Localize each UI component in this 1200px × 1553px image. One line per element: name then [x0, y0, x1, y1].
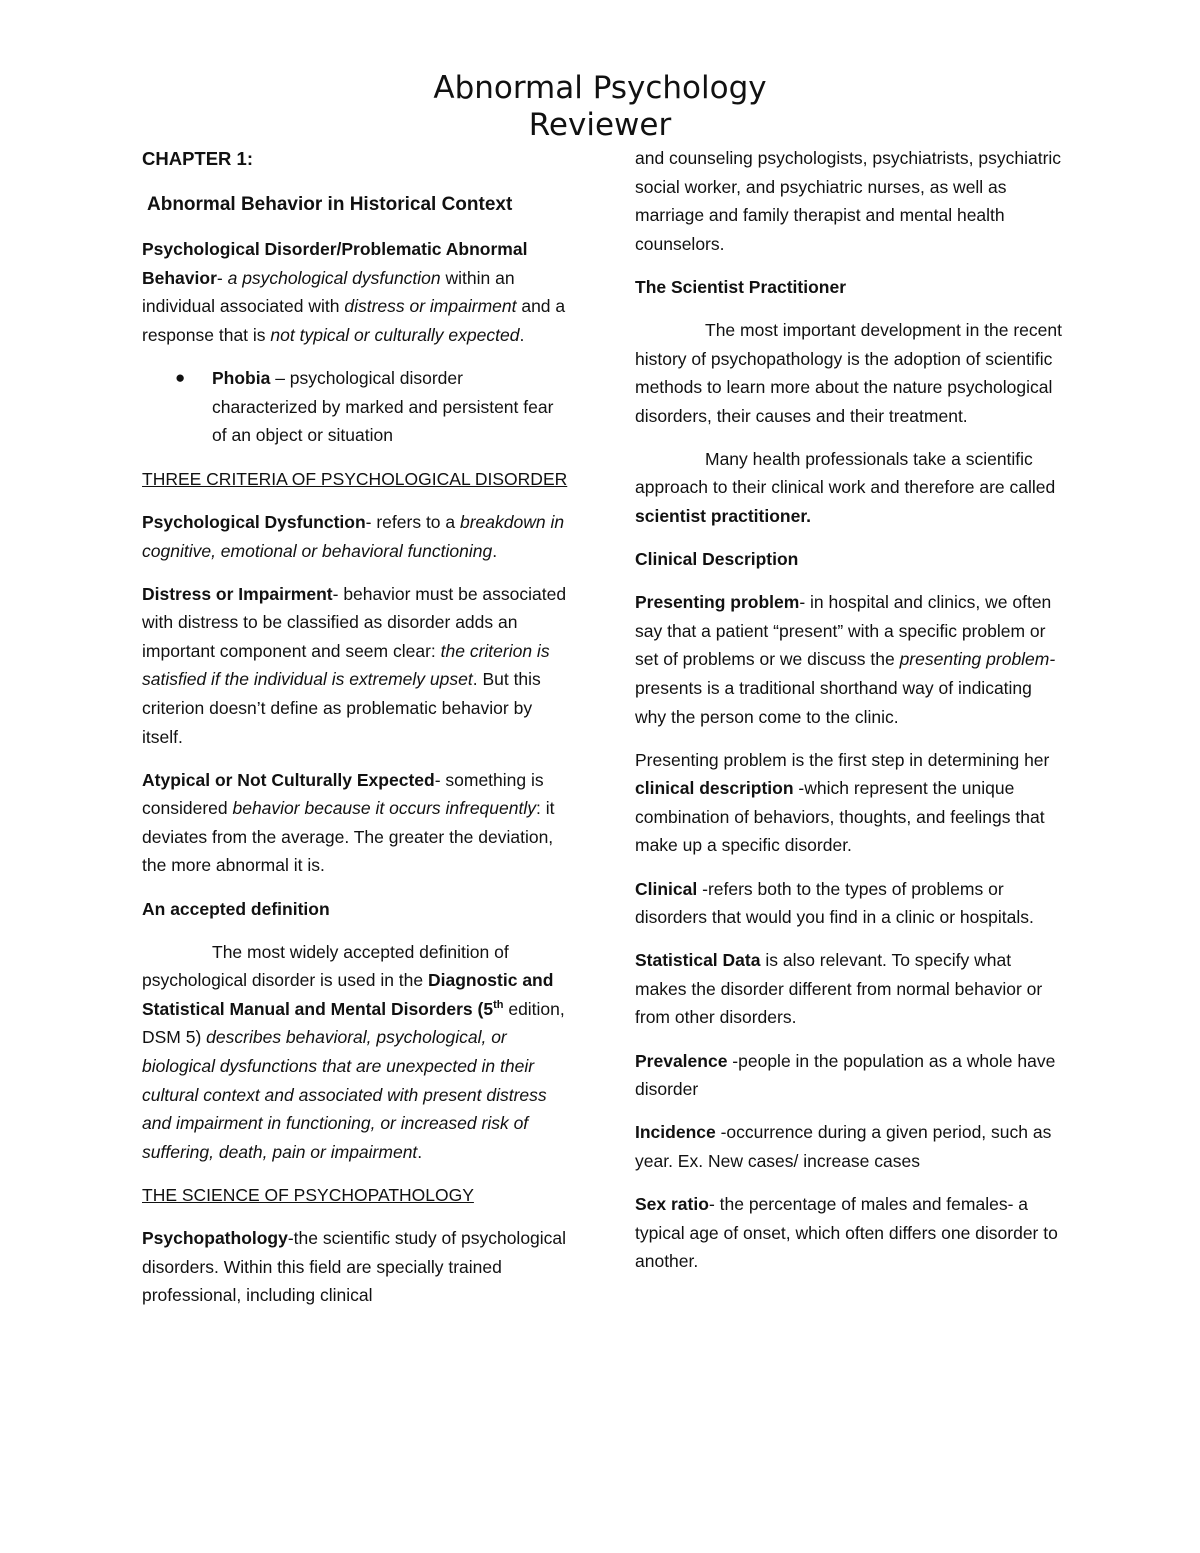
text-span: Many health professionals take a scientific approach to their clinical work and therefore are called: [635, 448, 1056, 498]
italic-span: breakdown in cognitive, emotional or behavioral functioning: [142, 511, 565, 561]
dysfunction-paragraph: [142, 508, 570, 565]
statistical-data-term: Statistical Data: [635, 950, 761, 971]
text-span: -people in the population as a whole have disorder: [635, 1050, 1056, 1100]
text-span: within an individual associated with: [142, 267, 515, 317]
text-span: . But this criterion doesn’t define as problematic behavior by itself.: [142, 669, 541, 747]
text-span: : it deviates from the average. The greater the deviation, the more abnormal it is.: [142, 798, 555, 876]
science-heading: THE SCIENCE OF PSYCHOPATHOLOGY: [142, 1184, 474, 1205]
bold-span: scientist practitioner.: [635, 506, 812, 527]
superscript: th: [493, 999, 504, 1012]
dysfunction-term: Psychological Dysfunction: [142, 511, 366, 532]
atypical-term: Atypical or Not Culturally Expected: [142, 769, 435, 790]
continued-paragraph: and counseling psychologists, psychiatrists, psychiatric social worker, and psychiatric nurses, as well as marriage and family therapist and mental health counselors.: [635, 148, 1062, 254]
text-span: - in hospital and clinics, we often say that a patient “present” with a specific problem or set of problems or we discuss the: [635, 592, 1052, 670]
psychopathology-term: Psychopathology: [142, 1228, 288, 1248]
clinical-paragraph: [635, 875, 1065, 932]
text-span: edition, DSM 5): [142, 998, 565, 1048]
bullet-term: Phobia: [212, 368, 271, 389]
accepted-paragraph: [142, 938, 570, 1167]
sex-ratio-paragraph: [635, 1190, 1065, 1276]
text-span: - behavior must be associated with distress to be classified as disorder adds an important component and seem clear:: [142, 583, 567, 661]
text-span: -occurrence during a given period, such as year. Ex. New cases/ increase cases: [635, 1122, 1052, 1171]
text-span: (5: [477, 998, 494, 1019]
presenting-problem-paragraph-2: [635, 746, 1065, 860]
italic-span: not typical or culturally expected: [270, 324, 520, 345]
italic-span: describes behavioral, psychological, or biological dysfunctions that are unexpected in their cultural context and associated with present distress and impairment in functioning, or increased risk of suffering, death, pain or impairment: [142, 1027, 547, 1162]
bullet-icon: ●: [175, 368, 186, 388]
statistical-data-paragraph: [635, 946, 1065, 1032]
title-line-1: Abnormal Psychology: [433, 70, 767, 106]
text-span: and a response that is: [142, 296, 566, 345]
atypical-paragraph: [142, 766, 570, 880]
text-span: .: [519, 324, 525, 345]
bullet-item-phobia: [142, 364, 570, 450]
text-span: -: [216, 267, 228, 288]
chapter-label: CHAPTER 1:: [142, 148, 254, 169]
bullet-text: – psychological disorder characterized by marked and persistent fear of an object or situation: [212, 368, 554, 446]
document-title: [0, 70, 1200, 144]
text-span: - something is considered: [142, 769, 544, 819]
distress-paragraph: [142, 580, 570, 752]
text-span: presents is a traditional shorthand way of indicating why the person come to the clinic.: [635, 678, 1032, 727]
sex-ratio-term: Sex ratio: [635, 1193, 709, 1214]
heading-text: The Scientist Practitioner: [635, 276, 847, 297]
sp-paragraph-2: [635, 445, 1065, 531]
prevalence-paragraph: [635, 1047, 1065, 1104]
definition-paragraph: [142, 235, 570, 349]
heading-text: Clinical Description: [635, 549, 799, 570]
italic-span: presenting problem-: [899, 649, 1056, 670]
text-span: The most widely accepted definition of psychological disorder is used in the: [142, 941, 509, 991]
distress-term: Distress or Impairment: [142, 583, 333, 604]
bold-span: clinical description: [635, 778, 794, 799]
text-span: .: [417, 1141, 423, 1162]
left-column: [142, 145, 570, 1324]
text-span: -refers both to the types of problems or disorders that would you find in a clinic or hospitals.: [635, 878, 1034, 928]
incidence-paragraph: [635, 1118, 1065, 1175]
dsm-title: Diagnostic and Statistical Manual and Mental Disorders: [142, 970, 554, 1019]
italic-span: a psychological dysfunction: [227, 267, 441, 288]
prevalence-term: Prevalence: [635, 1050, 728, 1071]
chapter-title: Abnormal Behavior in Historical Context: [147, 193, 513, 215]
incidence-term: Incidence: [635, 1122, 716, 1143]
psychopathology-paragraph: [142, 1224, 570, 1310]
text-span: Presenting problem is the first step in determining her: [635, 749, 1050, 770]
accepted-heading: [142, 895, 570, 924]
title-line-2: Reviewer: [528, 107, 672, 143]
clinical-description-heading: [635, 545, 1065, 574]
accepted-heading-text: An accepted definition: [142, 898, 330, 919]
text-span: - the percentage of males and females- a typical age of onset, which often differs one disorder to another.: [635, 1193, 1058, 1272]
scientist-practitioner-heading: [635, 273, 1065, 302]
italic-span: distress or impairment: [344, 296, 517, 317]
italic-span: behavior because it occurs infrequently: [232, 798, 536, 819]
text-span: -which represent the unique combination of behaviors, thoughts, and feelings that make up a specific disorder.: [635, 778, 1045, 856]
presenting-problem-paragraph: [635, 588, 1065, 731]
text-span: .: [492, 540, 498, 561]
text-span: -the scientific study of psychological disorders. Within this field are specially trained professional, including clinical: [142, 1228, 567, 1306]
criteria-heading: THREE CRITERIA OF PSYCHOLOGICAL DISORDER: [142, 468, 568, 489]
text-span: - refers to a: [365, 511, 460, 532]
right-column: [635, 144, 1065, 1290]
definition-term: Psychological Disorder/Problematic Abnormal Behavior: [142, 239, 528, 288]
dsm-edition: [478, 999, 504, 1019]
clinical-term: Clinical: [635, 878, 698, 899]
text-span: is also relevant. To specify what makes the disorder different from normal behavior or from other disorders.: [635, 950, 1043, 1028]
sp-paragraph-1: The most important development in the recent history of psychopathology is the adoption of scientific methods to learn more about the nature psychological disorders, their causes and their treatment.: [635, 319, 1062, 426]
presenting-problem-term: Presenting problem: [635, 592, 800, 613]
italic-span: the criterion is satisfied if the individual is extremely upset: [142, 640, 550, 690]
